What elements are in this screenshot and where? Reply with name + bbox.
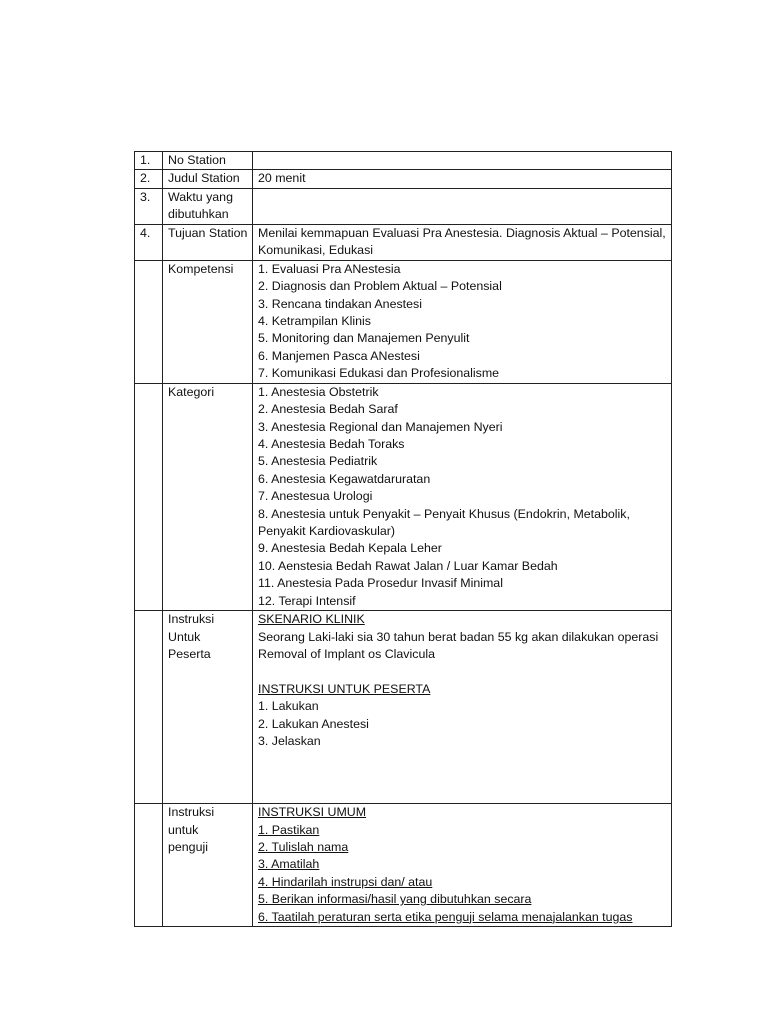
list-item: 5. Anestesia Pediatrik xyxy=(258,454,378,469)
instruksi-peserta-heading: INSTRUKSI UNTUK PESERTA xyxy=(258,681,431,696)
list-item: 6. Manjemen Pasca ANestesi xyxy=(258,348,420,363)
list-item: 1. Pastikan xyxy=(258,822,320,837)
list-item: 7. Komunikasi Edukasi dan Profesionalisme xyxy=(258,366,500,381)
list-item: 3. Amatilah xyxy=(258,857,320,872)
list-item: 3. Rencana tindakan Anestesi xyxy=(258,296,422,311)
row-number: 1. xyxy=(135,152,163,170)
label-line: penguji xyxy=(168,839,208,854)
row-label: No Station xyxy=(163,152,253,170)
list-item: 5. Berikan informasi/hasil yang dibutuhkan secara xyxy=(258,892,532,907)
list-item: 10. Aenstesia Bedah Rawat Jalan / Luar Kamar Bedah xyxy=(258,558,558,573)
skenario-heading: SKENARIO KLINIK xyxy=(258,612,365,627)
label-line: untuk xyxy=(168,822,199,837)
list-item: 5. Monitoring dan Manajemen Penyulit xyxy=(258,331,470,346)
osce-station-table xyxy=(134,151,672,927)
row-number xyxy=(135,804,163,927)
kompetensi-label: Kompetensi xyxy=(163,260,253,383)
label-line: Untuk xyxy=(168,629,201,644)
label-line: Peserta xyxy=(168,646,211,661)
row-content: 20 menit xyxy=(253,170,672,188)
list-item: 3. Jelaskan xyxy=(258,733,321,748)
list-item: 1. Anestesia Obstetrik xyxy=(258,384,379,399)
list-item: 4. Ketrampilan Klinis xyxy=(258,314,371,329)
list-item: 4. Hindarilah instrupsi dan/ atau xyxy=(258,874,433,889)
table-row xyxy=(135,188,672,224)
list-item: 1. Evaluasi Pra ANestesia xyxy=(258,261,401,276)
instruksi-peserta-content xyxy=(253,611,672,804)
list-item: 2. Diagnosis dan Problem Aktual – Potensial xyxy=(258,279,502,294)
list-item: 6. Anestesia Kegawatdaruratan xyxy=(258,471,431,486)
skenario-text: Seorang Laki-laki sia 30 tahun berat badan 55 kg akan dilakukan operasi Removal of Implant os Clavicula xyxy=(258,629,659,661)
list-item: 7. Anestesua Urologi xyxy=(258,489,373,504)
row-content: Menilai kemmapuan Evaluasi Pra Anestesia. Diagnosis Aktual – Potensial, Komunikasi, Edukasi xyxy=(253,224,672,260)
list-item: 3. Anestesia Regional dan Manajemen Nyeri xyxy=(258,419,503,434)
list-item: 2. Tulislah nama xyxy=(258,839,349,854)
table-row xyxy=(135,170,672,188)
list-item: 11. Anestesia Pada Prosedur Invasif Minimal xyxy=(258,576,503,591)
instruksi-umum-heading: INSTRUKSI UMUM xyxy=(258,805,367,820)
table-row xyxy=(135,224,672,260)
list-item: 1. Lakukan xyxy=(258,699,319,714)
kategori-row xyxy=(135,383,672,610)
instruksi-penguji-row xyxy=(135,804,672,927)
list-item: 8. Anestesia untuk Penyakit – Penyait Khusus (Endokrin, Metabolik, Penyakit Kardiovaskular) xyxy=(258,506,630,539)
list-item: 2. Lakukan Anestesi xyxy=(258,716,369,731)
row-number: 3. xyxy=(135,188,163,224)
list-item: 6. Taatilah peraturan serta etika penguji selama menajalankan tugas xyxy=(258,909,633,924)
row-number xyxy=(135,611,163,804)
row-label: Judul Station xyxy=(163,170,253,188)
row-number: 4. xyxy=(135,224,163,260)
row-number xyxy=(135,260,163,383)
list-item: 4. Anestesia Bedah Toraks xyxy=(258,437,405,452)
instruksi-peserta-label xyxy=(163,611,253,804)
row-number xyxy=(135,383,163,610)
label-line: Instruksi xyxy=(168,805,215,820)
row-number: 2. xyxy=(135,170,163,188)
kompetensi-row xyxy=(135,260,672,383)
list-item: 2. Anestesia Bedah Saraf xyxy=(258,402,398,417)
table-row xyxy=(135,152,672,170)
kompetensi-list xyxy=(253,260,672,383)
list-item: 9. Anestesia Bedah Kepala Leher xyxy=(258,541,442,556)
blank-line xyxy=(258,663,667,680)
instruksi-penguji-label xyxy=(163,804,253,927)
row-label: Waktu yang dibutuhkan xyxy=(163,188,253,224)
kategori-label: Kategori xyxy=(163,383,253,610)
instruksi-penguji-content xyxy=(253,804,672,927)
instruksi-peserta-row xyxy=(135,611,672,804)
label-line: Instruksi xyxy=(168,612,215,627)
row-content xyxy=(253,152,672,170)
list-item: 12. Terapi Intensif xyxy=(258,593,356,608)
kategori-list xyxy=(253,383,672,610)
row-label: Tujuan Station xyxy=(163,224,253,260)
row-content xyxy=(253,188,672,224)
